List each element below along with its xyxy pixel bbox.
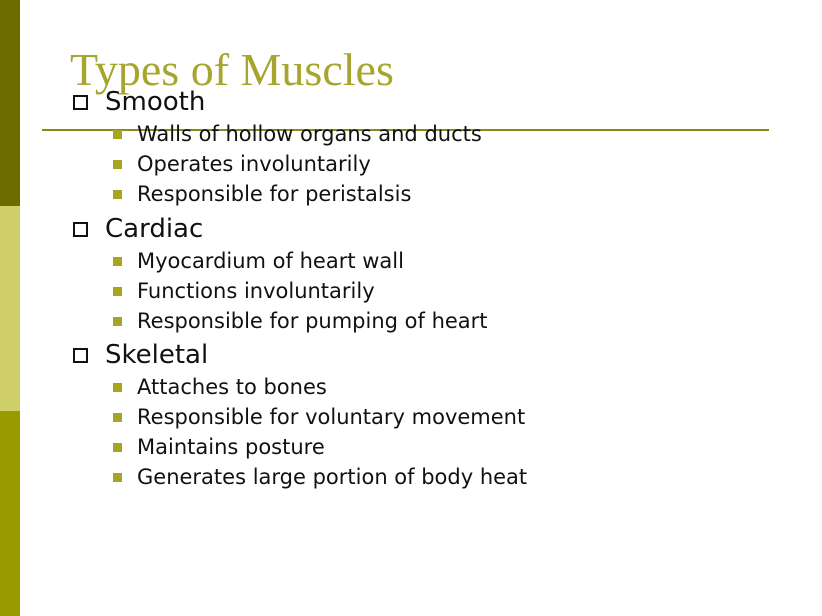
list-item-label: Responsible for voluntary movement [137,405,526,429]
section-heading-label: Skeletal [105,340,209,370]
section-heading-cardiac [70,213,203,245]
list-item [113,404,525,430]
list-item-label: Walls of hollow organs and ducts [137,122,482,146]
list-item [113,151,371,177]
list-item [113,464,527,490]
list-item-label: Responsible for pumping of heart [137,309,488,333]
list-item-label: Operates involuntarily [137,152,371,176]
square-bullet-icon [113,473,122,482]
square-bullet-icon [113,413,122,422]
hollow-square-bullet-icon [73,348,88,363]
square-bullet-icon [113,443,122,452]
hollow-square-bullet-icon [73,95,88,110]
list-item [113,434,325,460]
list-item-label: Attaches to bones [137,375,327,399]
list-item [113,181,411,207]
square-bullet-icon [113,257,122,266]
square-bullet-icon [113,160,122,169]
square-bullet-icon [113,130,122,139]
list-item-label: Myocardium of heart wall [137,249,404,273]
section-heading-label: Cardiac [105,214,204,244]
list-item [113,121,482,147]
square-bullet-icon [113,190,122,199]
list-item [113,308,488,334]
list-item [113,374,327,400]
square-bullet-icon [113,317,122,326]
list-item-label: Generates large portion of body heat [137,465,528,489]
section-heading-label: Smooth [105,87,206,117]
square-bullet-icon [113,287,122,296]
list-item-label: Maintains posture [137,435,325,459]
slide-title: Types of Muscles [70,44,394,95]
list-item-label: Responsible for peristalsis [137,182,412,206]
section-heading-smooth [70,86,205,118]
list-item-label: Functions involuntarily [137,279,375,303]
hollow-square-bullet-icon [73,222,88,237]
square-bullet-icon [113,383,122,392]
list-item [113,278,375,304]
list-item [113,248,404,274]
section-heading-skeletal [70,339,208,371]
